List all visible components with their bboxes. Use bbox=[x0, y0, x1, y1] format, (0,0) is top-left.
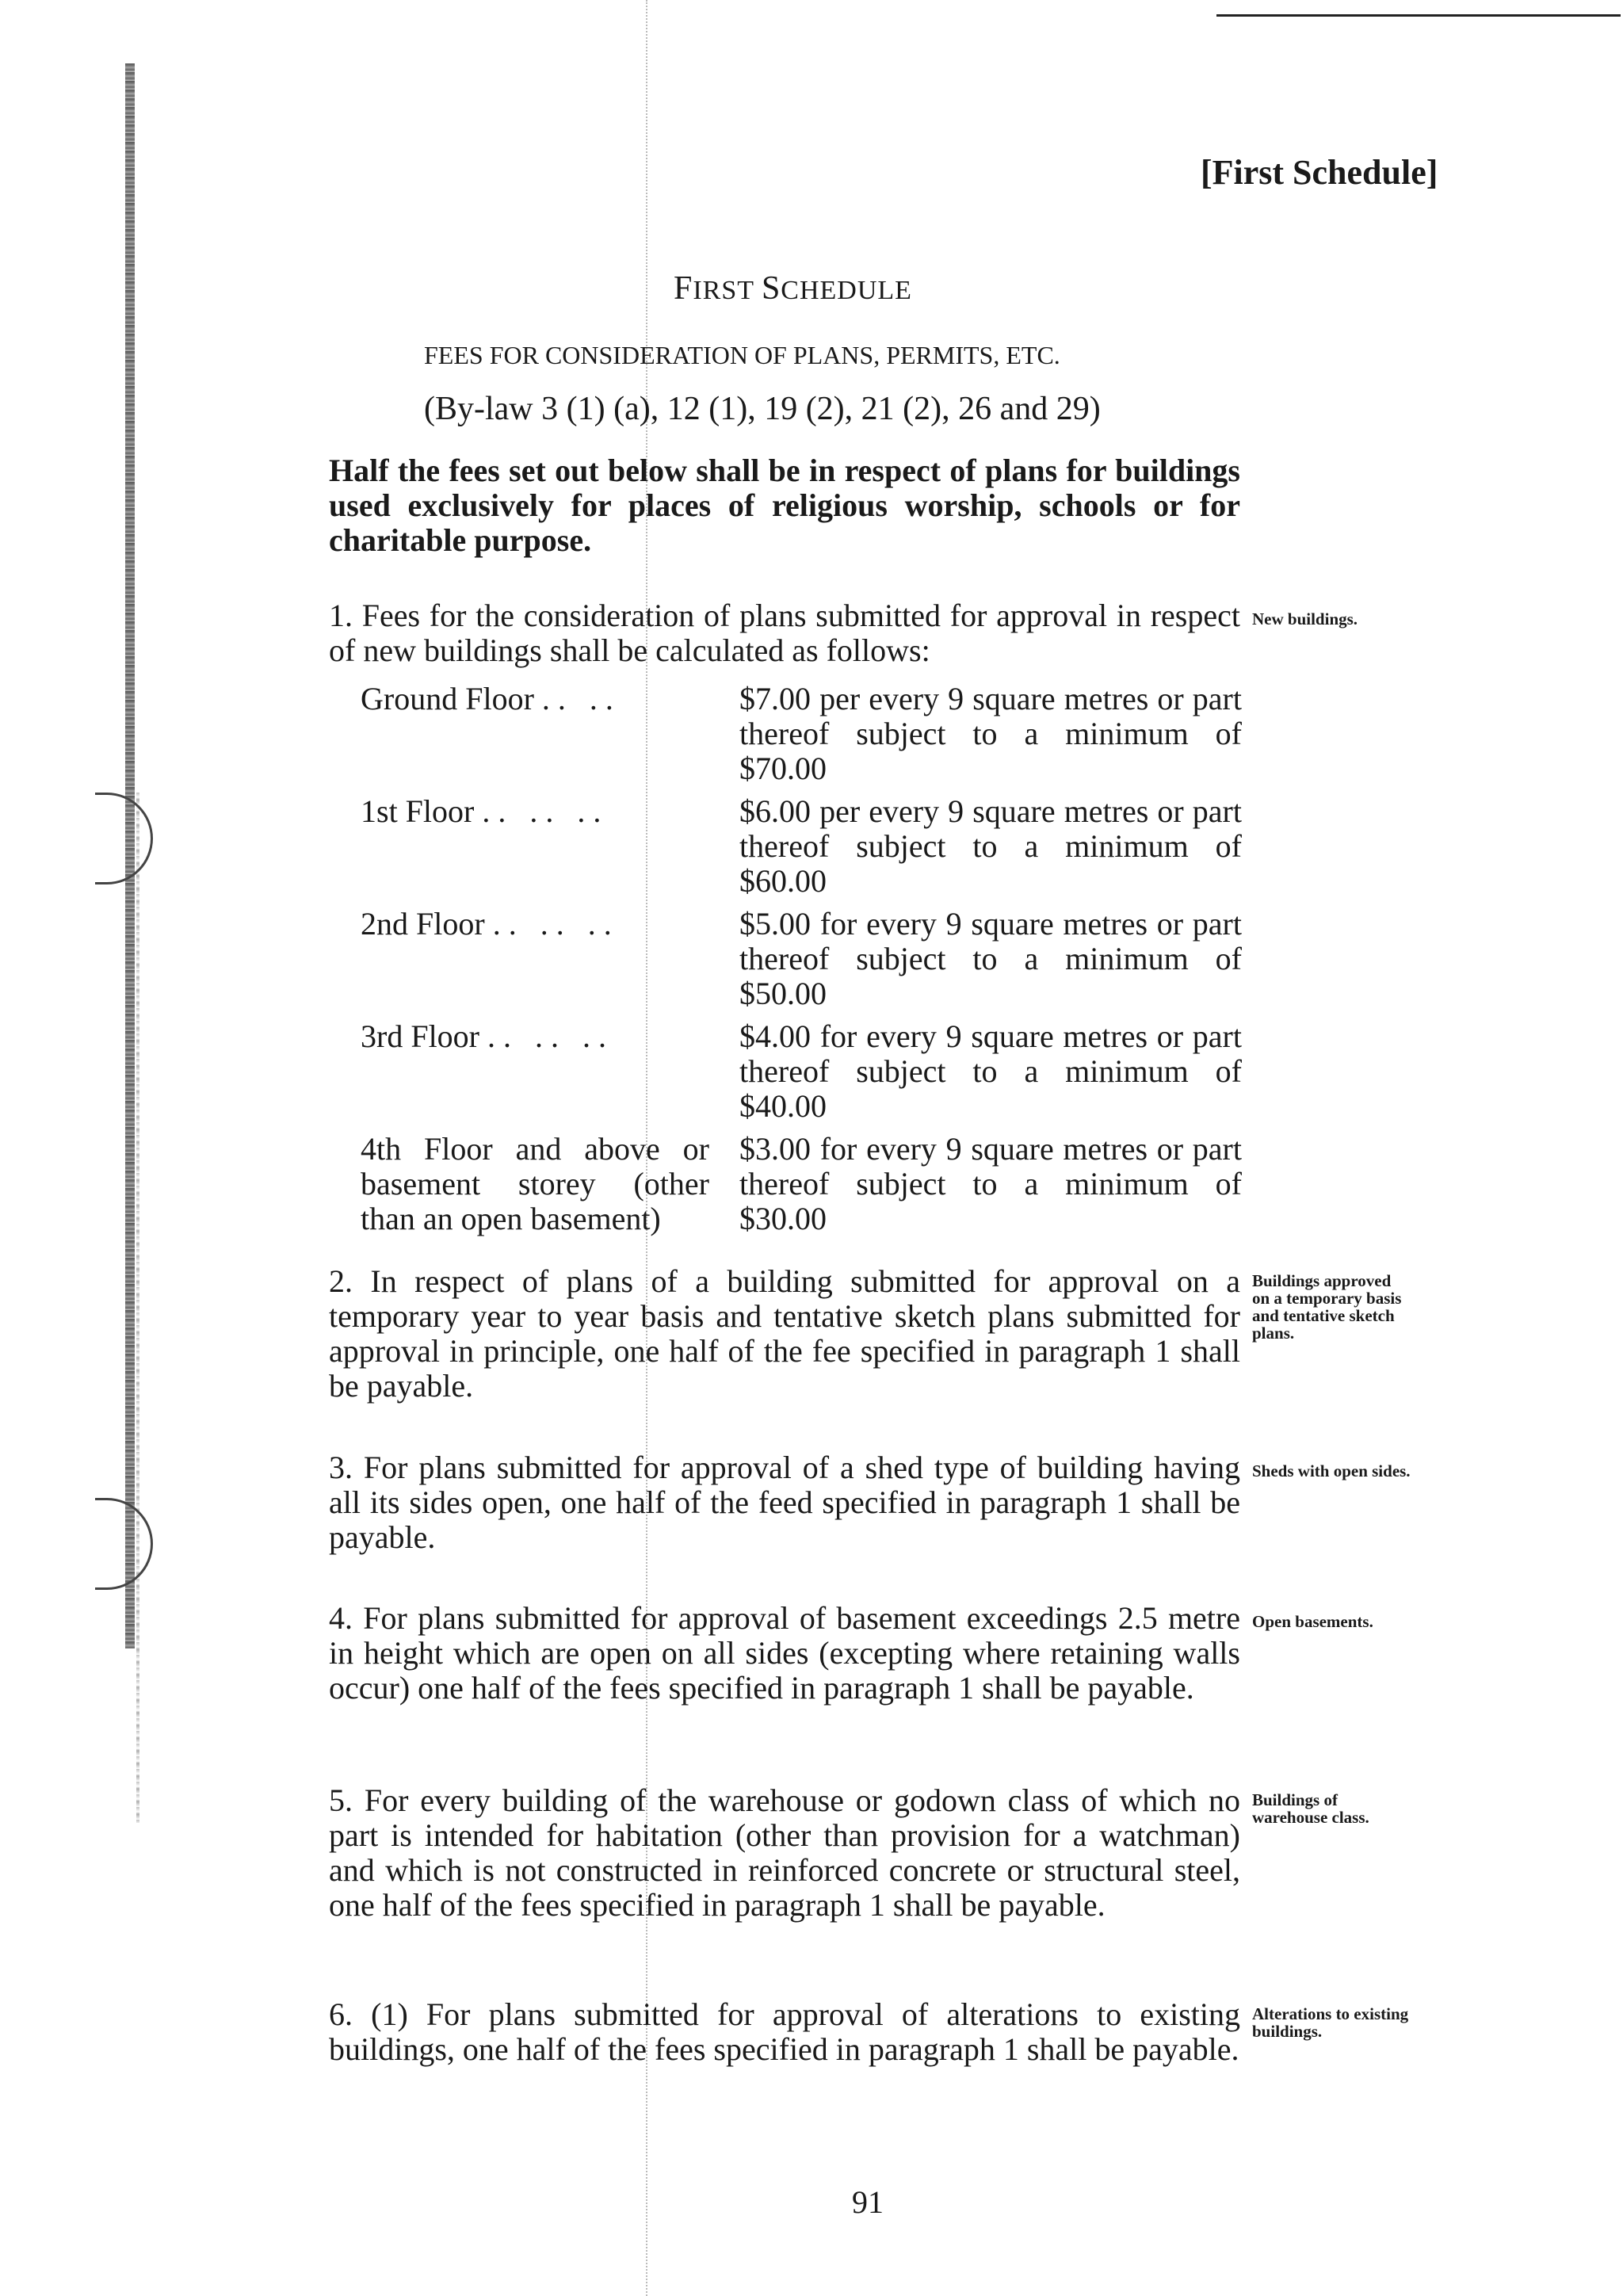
paragraph-5: 5. For every building of the warehouse or godown class of which no part is intended for habitation (other than provision for a watchman) and which is not constructed in reinforced concrete or structural steel, one half of the fees specified in paragraph 1 shall be payable. bbox=[329, 1782, 1240, 1923]
margin-note-alterations: Alterations to existing buildings. bbox=[1252, 2004, 1409, 2041]
paragraph-2: 2. In respect of plans of a building submitted for approval on a temporary year to year basis and tentative sketch plans submitted for approval in principle, one half of the fee specified in paragraph 1 shall be payable. bbox=[329, 1263, 1240, 1404]
bylaw-reference: (By-law 3 (1) (a), 12 (1), 19 (2), 21 (2), 26 and 29) bbox=[424, 391, 1101, 427]
schedule-title: FIRST SCHEDULE bbox=[674, 270, 912, 307]
fee-rate: $5.00 for every 9 square metres or part thereof subject to a minimum of $50.00 bbox=[739, 906, 1242, 1011]
floor-label: 2nd Floor bbox=[361, 906, 485, 942]
fee-row-4th-floor-and-above bbox=[361, 1132, 1242, 1236]
page-number: 91 bbox=[852, 2184, 884, 2220]
top-rule bbox=[1216, 14, 1621, 17]
dot-leaders: .. .. .. bbox=[482, 793, 609, 829]
paragraph-4: 4. For plans submitted for approval of basement exceedings 2.5 metre in height which are open on all sides (excepting where retaining walls occur) one half of the fees specified in paragraph 1 shall be payable. bbox=[329, 1600, 1240, 1706]
running-head: [First Schedule] bbox=[1201, 153, 1438, 192]
dot-leaders: .. .. .. bbox=[487, 1018, 614, 1054]
intro-paragraph: Half the fees set out below shall be in respect of plans for buildings used exclusively for places of religious worship, schools or for charitable purpose. bbox=[329, 453, 1240, 558]
dot-leaders: .. .. .. bbox=[492, 906, 620, 942]
paragraph-6: 6. (1) For plans submitted for approval of alterations to existing buildings, one half of the fees specified in paragraph 1 shall be payable. bbox=[329, 1996, 1240, 2067]
floor-label: 4th Floor and above or basement storey (other than an open basement) bbox=[361, 1131, 709, 1236]
fee-row-3rd-floor bbox=[361, 1019, 1242, 1124]
fee-table bbox=[361, 682, 1242, 1244]
schedule-subtitle: FEES FOR CONSIDERATION OF PLANS, PERMITS, ETC. bbox=[424, 341, 1060, 369]
scan-binding-shadow bbox=[136, 793, 139, 1823]
floor-label: Ground Floor bbox=[361, 681, 534, 716]
paragraph-1: 1. Fees for the consideration of plans submitted for approval in respect of new buildings shall be calculated as follows: bbox=[329, 598, 1240, 668]
fee-rate: $3.00 for every 9 square metres or part thereof subject to a minimum of $30.00 bbox=[739, 1131, 1242, 1236]
floor-label: 1st Floor bbox=[361, 793, 475, 829]
fee-row-1st-floor bbox=[361, 794, 1242, 899]
fee-row-ground-floor bbox=[361, 682, 1242, 786]
dot-leaders: .. .. bbox=[541, 681, 621, 716]
margin-note-warehouse: Buildings of warehouse class. bbox=[1252, 1790, 1369, 1827]
margin-note-temporary-buildings: Buildings approved on a temporary basis and tentative sketch plans. bbox=[1252, 1271, 1402, 1343]
margin-note-sheds: Sheds with open sides. bbox=[1252, 1461, 1411, 1480]
floor-label: 3rd Floor bbox=[361, 1018, 479, 1054]
paragraph-3: 3. For plans submitted for approval of a shed type of building having all its sides open, one half of the feed specified in paragraph 1 shall be payable. bbox=[329, 1450, 1240, 1555]
punch-hole bbox=[95, 1498, 153, 1590]
margin-note-new-buildings: New buildings. bbox=[1252, 609, 1358, 628]
fee-row-2nd-floor bbox=[361, 907, 1242, 1011]
margin-note-open-basements: Open basements. bbox=[1252, 1612, 1373, 1631]
fee-rate: $4.00 for every 9 square metres or part thereof subject to a minimum of $40.00 bbox=[739, 1018, 1242, 1124]
fee-rate: $6.00 per every 9 square metres or part thereof subject to a minimum of $60.00 bbox=[739, 793, 1242, 899]
fee-rate: $7.00 per every 9 square metres or part thereof subject to a minimum of $70.00 bbox=[739, 681, 1242, 786]
punch-hole bbox=[95, 793, 153, 884]
